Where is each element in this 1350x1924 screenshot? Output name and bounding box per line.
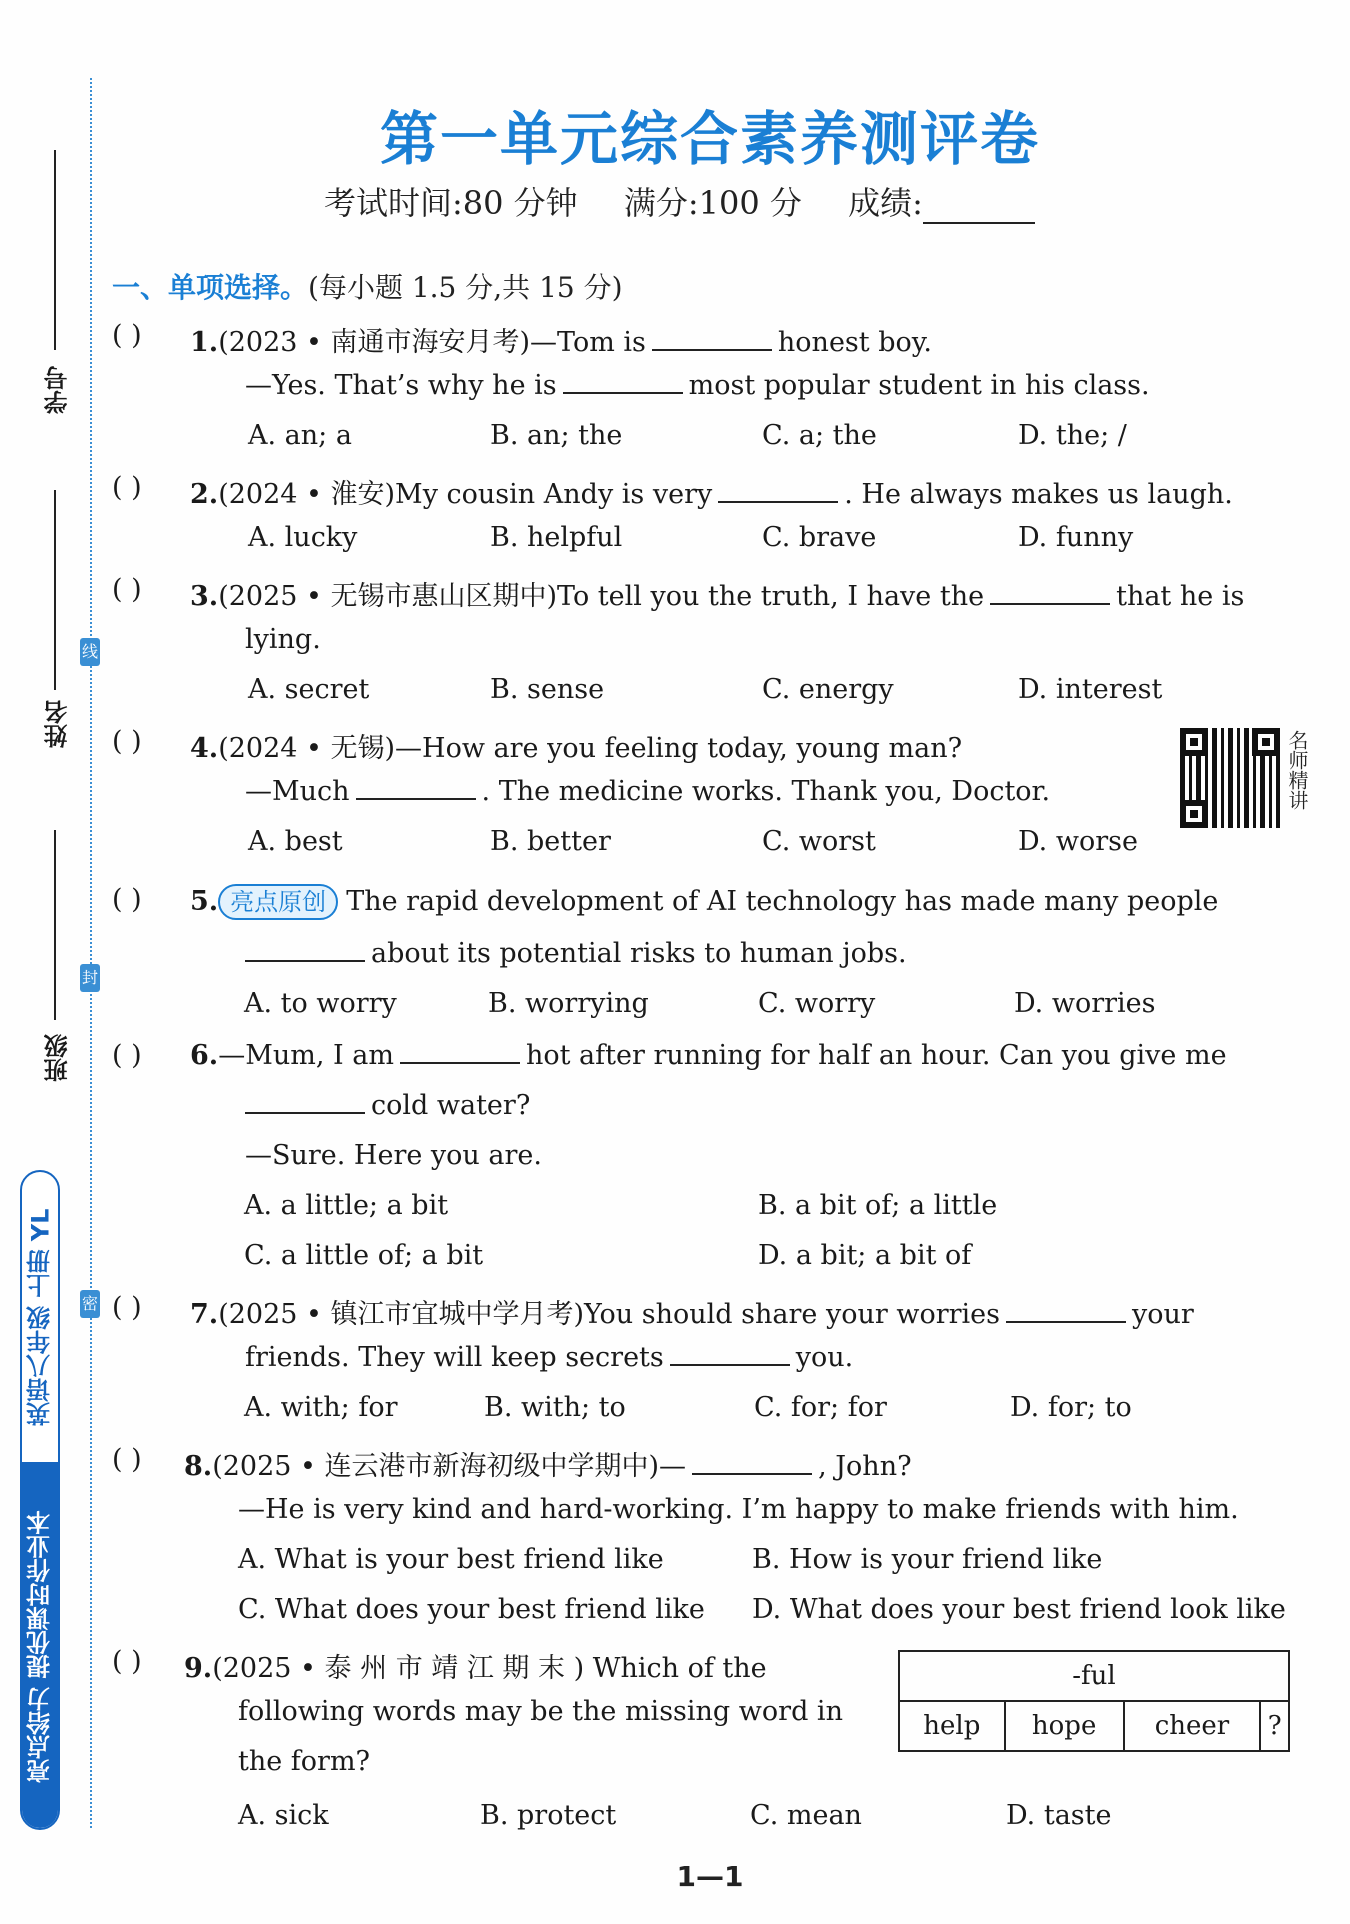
option-6d[interactable]: D. a bit; a bit of (758, 1240, 972, 1271)
option-3c[interactable]: C. energy (762, 674, 894, 705)
binding-mark-line: 线 (80, 638, 100, 666)
binding-mark-seal: 封 (80, 964, 100, 992)
option-2b[interactable]: B. helpful (490, 522, 623, 553)
option-6a[interactable]: A. a little; a bit (244, 1190, 449, 1221)
table-cell: help (899, 1701, 1005, 1751)
binding-dotted-line (90, 78, 92, 1828)
answer-paren-3[interactable]: ( ) (112, 574, 142, 605)
original-badge: 亮点原创 (218, 884, 338, 920)
question-6: 6.—Mum, I am hot after running for half an hour. Can you give me (190, 1040, 1227, 1071)
class-label: 班级 (44, 1034, 72, 1082)
option-4d[interactable]: D. worse (1018, 826, 1138, 857)
question-5-cont: about its potential risks to human jobs. (245, 938, 907, 969)
name-line (54, 490, 56, 690)
blank[interactable] (563, 370, 683, 394)
option-1c[interactable]: C. a; the (762, 420, 877, 451)
section-heading (112, 266, 623, 306)
answer-paren-2[interactable]: ( ) (112, 472, 142, 503)
option-7c[interactable]: C. for; for (754, 1392, 887, 1423)
blank[interactable] (245, 1090, 365, 1114)
question-9-cont-2: the form? (238, 1746, 371, 1777)
table-cell: hope (1005, 1701, 1124, 1751)
full-score: 满分:100 分 (623, 184, 802, 222)
answer-paren-8[interactable]: ( ) (112, 1444, 142, 1475)
binding-mark-secret: 密 (80, 1290, 100, 1318)
option-8a[interactable]: A. What is your best friend like (238, 1544, 664, 1575)
option-5d[interactable]: D. worries (1014, 988, 1156, 1019)
blank[interactable] (692, 1451, 812, 1475)
section-title: 一、单项选择。 (112, 271, 309, 304)
question-8: 8.(2025 • 连云港市新海初级中学期中)— , John? (184, 1451, 912, 1482)
table-header: -ful (899, 1651, 1289, 1701)
blank[interactable] (718, 479, 838, 503)
option-5b[interactable]: B. worrying (488, 988, 649, 1019)
exam-info (324, 178, 1071, 224)
option-5a[interactable]: A. to worry (244, 988, 397, 1019)
option-6b[interactable]: B. a bit of; a little (758, 1190, 998, 1221)
option-4c[interactable]: C. worst (762, 826, 876, 857)
option-2a[interactable]: A. lucky (248, 522, 358, 553)
blank[interactable] (356, 776, 476, 800)
option-4a[interactable]: A. best (248, 826, 343, 857)
word-form-table (898, 1650, 1290, 1752)
option-8c[interactable]: C. What does your best friend like (238, 1594, 705, 1625)
answer-paren-1[interactable]: ( ) (112, 320, 142, 351)
answer-paren-4[interactable]: ( ) (112, 726, 142, 757)
question-8-reply: —He is very kind and hard-working. I’m happy to make friends with him. (238, 1494, 1239, 1525)
score-blank[interactable] (923, 194, 1035, 224)
name-label: 姓名 (44, 700, 72, 748)
question-6-reply: —Sure. Here you are. (245, 1140, 542, 1171)
option-5c[interactable]: C. worry (758, 988, 876, 1019)
exam-time: 考试时间:80 分钟 (324, 184, 578, 222)
student-no-line (54, 150, 56, 350)
question-9-cont: following words may be the missing word in (238, 1696, 843, 1727)
page-title: 第一单元综合素养测评卷 (379, 105, 1040, 173)
answer-paren-7[interactable]: ( ) (112, 1292, 142, 1323)
student-no-label: 学号 (44, 366, 72, 414)
spine-grade: 英语八年级 上册 YL (26, 1208, 55, 1426)
book-spine-label (20, 1170, 60, 1830)
question-2: 2.(2024 • 淮安)My cousin Andy is very . He always makes us laugh. (190, 479, 1233, 510)
option-6c[interactable]: C. a little of; a bit (244, 1240, 484, 1271)
question-5: 5. 亮点原创 The rapid development of AI technology has made many people (190, 884, 1218, 920)
option-8b[interactable]: B. How is your friend like (752, 1544, 1103, 1575)
option-1b[interactable]: B. an; the (490, 420, 623, 451)
option-7b[interactable]: B. with; to (484, 1392, 626, 1423)
option-3d[interactable]: D. interest (1018, 674, 1163, 705)
option-9a[interactable]: A. sick (238, 1800, 329, 1831)
option-8d[interactable]: D. What does your best friend look like (752, 1594, 1286, 1625)
option-9d[interactable]: D. taste (1006, 1800, 1112, 1831)
question-3-cont: lying. (245, 624, 321, 655)
option-7a[interactable]: A. with; for (244, 1392, 398, 1423)
blank[interactable] (652, 327, 772, 351)
option-9b[interactable]: B. protect (480, 1800, 617, 1831)
blank[interactable] (670, 1342, 790, 1366)
blank[interactable] (990, 581, 1110, 605)
option-2c[interactable]: C. brave (762, 522, 877, 553)
table-cell: cheer (1124, 1701, 1261, 1751)
question-4: 4.(2024 • 无锡)—How are you feeling today, young man? (190, 733, 963, 764)
question-1-line-2: —Yes. That’s why he is most popular student in his class. (245, 370, 1150, 401)
section-note: (每小题 1.5 分,共 15 分) (308, 271, 623, 304)
question-9: 9.(2025 • 泰 州 市 靖 江 期 末 ) Which of the (184, 1653, 767, 1684)
blank[interactable] (245, 938, 365, 962)
option-3b[interactable]: B. sense (490, 674, 605, 705)
qr-label: 名师精讲 (1285, 730, 1309, 810)
answer-paren-9[interactable]: ( ) (112, 1646, 142, 1677)
class-line (54, 830, 56, 1020)
page-number: 1—1 (676, 1860, 744, 1893)
table-cell-missing: ? (1260, 1701, 1289, 1751)
question-7-cont: friends. They will keep secrets you. (245, 1342, 854, 1373)
option-1a[interactable]: A. an; a (248, 420, 352, 451)
blank[interactable] (400, 1040, 520, 1064)
qr-code-icon[interactable] (1180, 728, 1280, 828)
question-7: 7.(2025 • 镇江市宜城中学月考)You should share your worries your (190, 1299, 1194, 1330)
answer-paren-6[interactable]: ( ) (112, 1040, 142, 1071)
question-3: 3.(2025 • 无锡市惠山区期中)To tell you the truth, I have the that he is (190, 581, 1245, 612)
option-2d[interactable]: D. funny (1018, 522, 1134, 553)
option-7d[interactable]: D. for; to (1010, 1392, 1132, 1423)
spine-series: 亮点给力 提优课时作业本 (26, 1510, 55, 1784)
option-9c[interactable]: C. mean (750, 1800, 862, 1831)
option-4b[interactable]: B. better (490, 826, 611, 857)
question-4-line-2: —Much . The medicine works. Thank you, Doctor. (245, 776, 1051, 807)
blank[interactable] (1006, 1299, 1126, 1323)
option-3a[interactable]: A. secret (248, 674, 370, 705)
score-label: 成绩: (848, 184, 923, 222)
question-6-cont: cold water? (245, 1090, 530, 1121)
question-1: 1.(2023 • 南通市海安月考)—Tom is honest boy. (190, 327, 932, 358)
answer-paren-5[interactable]: ( ) (112, 884, 142, 915)
option-1d[interactable]: D. the; / (1018, 420, 1127, 451)
